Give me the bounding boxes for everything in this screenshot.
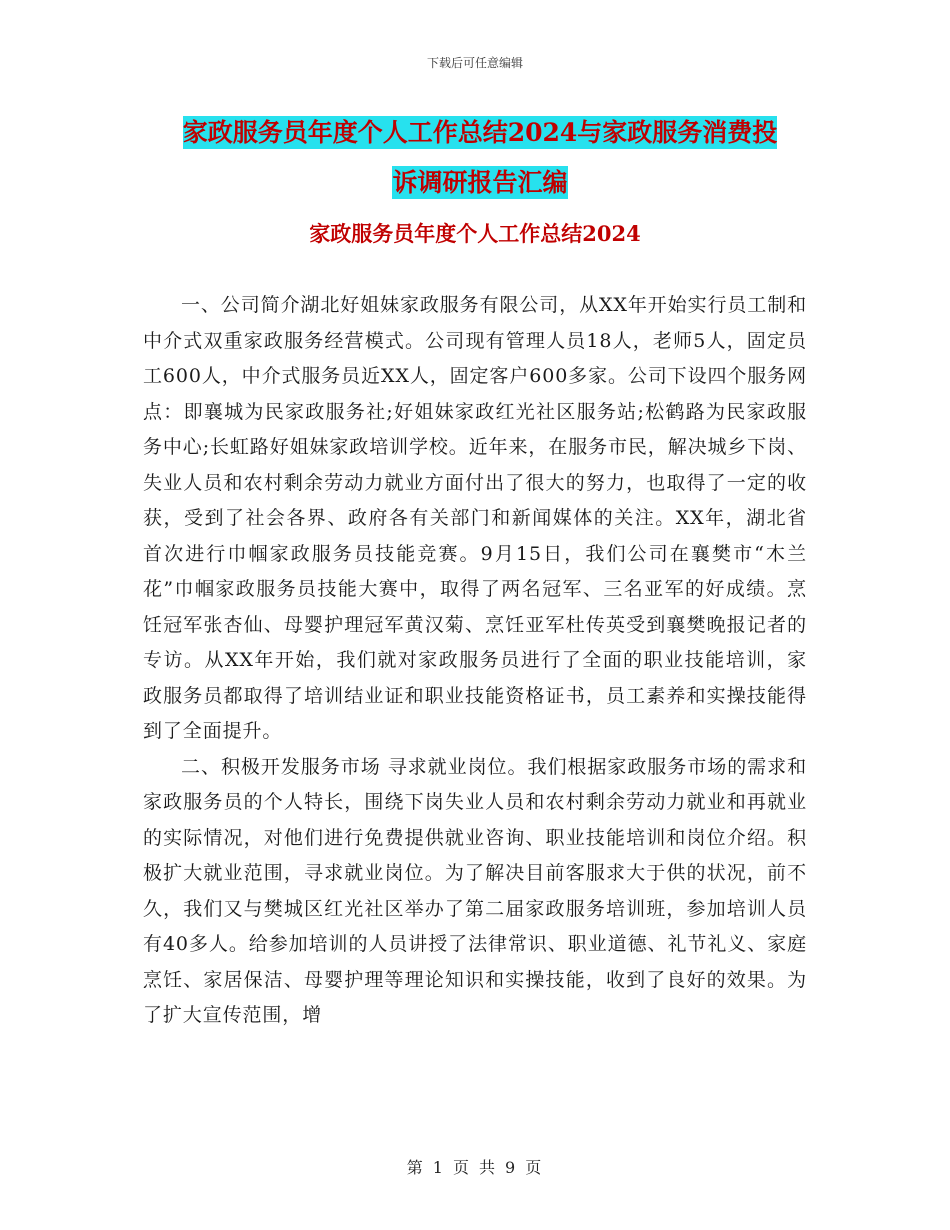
current-page-number: 1 <box>432 1158 445 1177</box>
paragraph: 二、积极开发服务市场 寻求就业岗位。我们根据家政服务市场的需求和家政服务员的个人特长，围绕下岗失业人员和农村剩余劳动力就业和再就业的实际情况，对他们进行免费提供就业咨询、职业技能培训和岗位介绍。积极扩大就业范围，寻求就业岗位。为了解决目前客服求大于供的状况，前不久，我们又与樊城区红光社区举办了第二届家政服务培训班，参加培训人员有40多人。给参加培训的人员讲授了法律常识、职业道德、礼节礼义、家庭烹饪、家居保洁、母婴护理等理论知识和实操技能，收到了良好的效果。为了扩大宣传范围，增 <box>143 755 807 1026</box>
title-line-2: 诉调研报告汇编 <box>392 168 568 197</box>
footer-total-label: 页 <box>525 1158 544 1177</box>
total-page-count: 9 <box>505 1158 518 1177</box>
document-title <box>140 108 820 208</box>
footer-total-prefix: 共 <box>479 1158 498 1177</box>
footer-page-label: 页 <box>452 1158 471 1177</box>
title-line-1: 家政服务员年度个人工作总结2024与家政服务消费投 <box>182 118 778 147</box>
section-title: 家政服务员年度个人工作总结2024 <box>309 221 641 246</box>
page-header-note: 下载后可任意编辑 <box>426 56 523 70</box>
footer-prefix: 第 <box>406 1158 425 1177</box>
document-body <box>143 288 807 1034</box>
paragraph: 一、公司简介湖北好姐妹家政服务有限公司，从XX年开始实行员工制和中介式双重家政服务经营模式。公司现有管理人员18人，老师5人，固定员工600人，中介式服务员近XX人，固定客户600多家。公司下设四个服务网点：即襄城为民家政服务社;好姐妹家政红光社区服务站;松鹤路为民家政服务中心;长虹路好姐妹家政培训学校。近年来，在服务市民，解决城乡下岗、失业人员和农村剩余劳动力就业方面付出了很大的努力，也取得了一定的收获，受到了社会各界、政府各有关部门和新闻媒体的关注。XX年，湖北省首次进行巾帼家政服务员技能竞赛。9月15日，我们公司在襄樊市“木兰花”巾帼家政服务员技能大赛中，取得了两名冠军、三名亚军的好成绩。烹饪冠军张杏仙、母婴护理冠军黄汉菊、烹饪亚军杜传英受到襄樊晚报记者的专访。从XX年开始，我们就对家政服务员进行了全面的职业技能培训，家政服务员都取得了培训结业证和职业技能资格证书，员工素养和实操技能得到了全面提升。 <box>143 294 808 742</box>
page-number-footer <box>0 1155 950 1178</box>
